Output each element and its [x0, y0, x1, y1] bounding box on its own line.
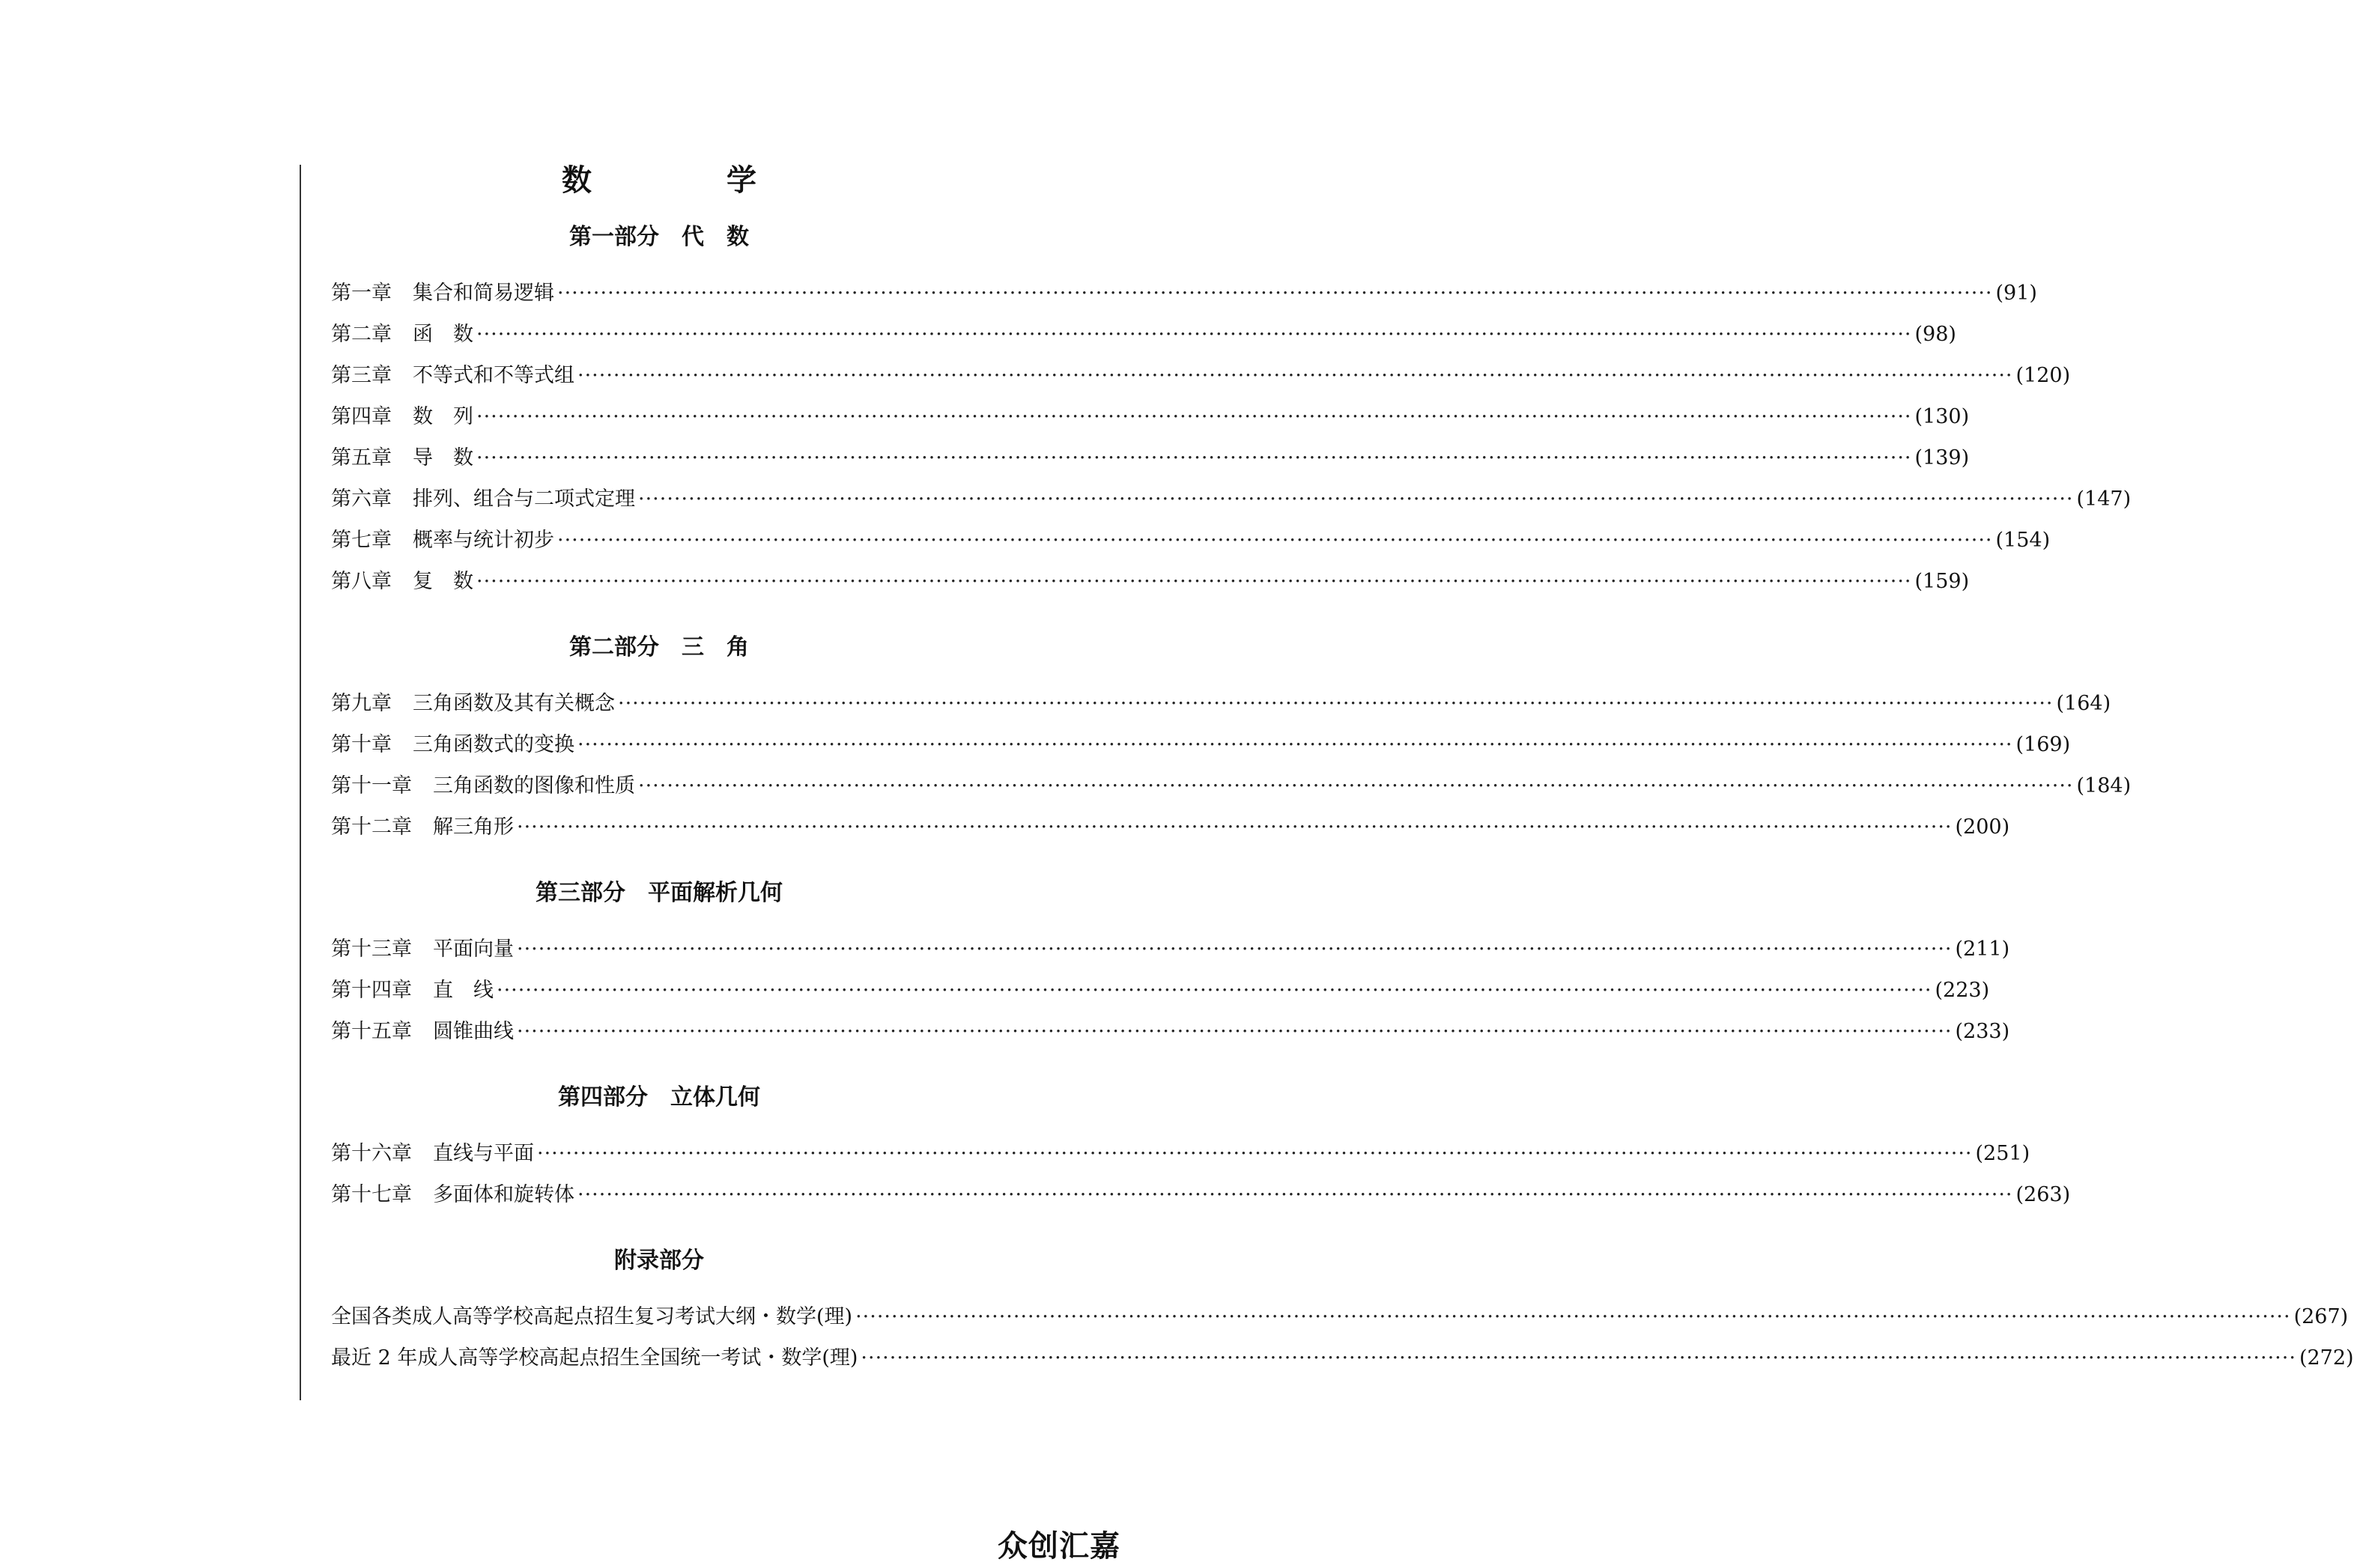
- toc-chapter-number: 第九章: [331, 692, 392, 715]
- toc-sections: [331, 219, 2354, 1379]
- toc-leader-dots: ········································································································································································································: [476, 405, 1912, 428]
- page-title: 数 学: [562, 163, 809, 198]
- section-heading: 第四部分 立体几何: [558, 1084, 760, 1110]
- toc-chapter-title: 多面体和旋转体: [433, 1183, 574, 1206]
- toc-page-number: (251): [1975, 1142, 2030, 1165]
- toc-chapter-title: 平面向量: [433, 938, 514, 961]
- toc-chapter-title: 排列、组合与二项式定理: [413, 487, 635, 511]
- toc-list: [331, 273, 2132, 602]
- toc-chapter-number: 第十四章: [331, 979, 412, 1002]
- toc-entry[interactable]: [331, 314, 1956, 355]
- toc-entry[interactable]: [331, 396, 1970, 437]
- toc-entry[interactable]: [331, 1296, 2349, 1337]
- section-heading: 第三部分 平面解析几何: [536, 880, 783, 906]
- toc-entry[interactable]: [331, 970, 1990, 1011]
- toc-page-number: (184): [2076, 774, 2132, 797]
- toc-entry[interactable]: [331, 724, 2071, 765]
- toc-entry[interactable]: [331, 437, 1970, 478]
- toc-chapter-title: 最近 2 年成人高等学校高起点招生全国统一考试・数学(理): [331, 1346, 858, 1370]
- toc-chapter-title: 直 线: [433, 979, 494, 1002]
- toc-chapter-title: 导 数: [413, 446, 473, 470]
- toc-chapter-number: 第二章: [331, 323, 392, 346]
- toc-chapter-title: 三角函数式的变换: [413, 733, 574, 756]
- toc-page-number: (130): [1914, 405, 1970, 428]
- toc-page-number: (159): [1914, 570, 1970, 593]
- toc-entry[interactable]: [331, 273, 2037, 314]
- toc-chapter-number: 第十五章: [331, 1020, 412, 1043]
- toc-list: [331, 1296, 2354, 1379]
- toc-chapter-title: 三角函数及其有关概念: [413, 692, 615, 715]
- toc-page-number: (263): [2015, 1183, 2071, 1206]
- margin-rule: [300, 165, 301, 1400]
- toc-leader-dots: ········································································································································································································: [517, 1020, 1953, 1043]
- toc-chapter-number: 第十三章: [331, 938, 412, 961]
- toc-entry[interactable]: [331, 806, 2010, 848]
- section-heading: 第一部分 代 数: [569, 224, 749, 250]
- toc-chapter-title: 函 数: [413, 323, 473, 346]
- table-of-contents: [331, 156, 2354, 1379]
- toc-list: [331, 929, 2010, 1052]
- toc-entry[interactable]: [331, 929, 2010, 970]
- toc-leader-dots: ········································································································································································································: [557, 529, 1993, 552]
- toc-page-number: (267): [2293, 1305, 2349, 1328]
- toc-leader-dots: ········································································································································································································: [855, 1305, 2291, 1328]
- toc-entry[interactable]: [331, 520, 2051, 561]
- toc-chapter-number: 第六章: [331, 487, 392, 511]
- toc-chapter-title: 全国各类成人高等学校高起点招生复习考试大纲・数学(理): [331, 1305, 853, 1328]
- toc-leader-dots: ········································································································································································································: [577, 1183, 2013, 1206]
- toc-leader-dots: ········································································································································································································: [577, 733, 2013, 756]
- toc-entry[interactable]: [331, 478, 2132, 520]
- toc-leader-dots: ········································································································································································································: [557, 282, 1993, 305]
- toc-page-number: (233): [1955, 1020, 2010, 1043]
- toc-chapter-title: 直线与平面: [433, 1142, 534, 1165]
- toc-chapter-number: 第七章: [331, 529, 392, 552]
- watermark-logo: 众创汇嘉: [998, 1529, 1120, 1564]
- toc-leader-dots: ········································································································································································································: [577, 364, 2013, 387]
- toc-chapter-number: 第八章: [331, 570, 392, 593]
- toc-leader-dots: ········································································································································································································: [618, 692, 2054, 715]
- toc-chapter-title: 三角函数的图像和性质: [433, 774, 635, 797]
- section-heading: 附录部分: [614, 1248, 704, 1274]
- toc-chapter-number: 第五章: [331, 446, 392, 470]
- toc-chapter-title: 不等式和不等式组: [413, 364, 574, 387]
- section-heading: 第二部分 三 角: [569, 634, 749, 660]
- toc-entry[interactable]: [331, 355, 2071, 396]
- toc-leader-dots: ········································································································································································································: [497, 979, 1932, 1002]
- toc-leader-dots: ········································································································································································································: [861, 1346, 2296, 1370]
- toc-page-number: (147): [2076, 487, 2132, 511]
- toc-leader-dots: ········································································································································································································: [638, 487, 2074, 511]
- toc-list: [331, 1133, 2071, 1215]
- toc-chapter-number: 第十章: [331, 733, 392, 756]
- toc-page-number: (91): [1995, 282, 2037, 305]
- toc-chapter-title: 集合和简易逻辑: [413, 282, 554, 305]
- toc-page-number: (139): [1914, 446, 1970, 470]
- toc-leader-dots: ········································································································································································································: [638, 774, 2074, 797]
- toc-page-number: (211): [1955, 938, 2010, 961]
- toc-page-number: (154): [1995, 529, 2051, 552]
- toc-leader-dots: ········································································································································································································: [476, 323, 1912, 346]
- toc-leader-dots: ········································································································································································································: [517, 938, 1953, 961]
- toc-leader-dots: ········································································································································································································: [517, 815, 1953, 839]
- toc-page-number: (164): [2056, 692, 2111, 715]
- toc-chapter-number: 第十一章: [331, 774, 412, 797]
- toc-chapter-number: 第三章: [331, 364, 392, 387]
- toc-chapter-title: 圆锥曲线: [433, 1020, 514, 1043]
- toc-entry[interactable]: [331, 683, 2111, 724]
- toc-list: [331, 683, 2132, 848]
- toc-chapter-number: 第十七章: [331, 1183, 412, 1206]
- toc-leader-dots: ········································································································································································································: [476, 446, 1912, 470]
- toc-entry[interactable]: [331, 1011, 2010, 1052]
- toc-leader-dots: ········································································································································································································: [476, 570, 1912, 593]
- toc-entry[interactable]: [331, 1174, 2071, 1215]
- toc-page-number: (169): [2015, 733, 2071, 756]
- toc-entry[interactable]: [331, 561, 1970, 602]
- toc-entry[interactable]: [331, 1133, 2030, 1174]
- toc-leader-dots: ········································································································································································································: [537, 1142, 1973, 1165]
- toc-page-number: (120): [2015, 364, 2071, 387]
- toc-chapter-number: 第四章: [331, 405, 392, 428]
- toc-entry[interactable]: [331, 765, 2132, 806]
- toc-chapter-title: 概率与统计初步: [413, 529, 554, 552]
- toc-chapter-number: 第一章: [331, 282, 392, 305]
- toc-chapter-title: 解三角形: [433, 815, 514, 839]
- toc-chapter-title: 数 列: [413, 405, 473, 428]
- toc-page-number: (223): [1935, 979, 1990, 1002]
- toc-chapter-number: 第十六章: [331, 1142, 412, 1165]
- toc-page-number: (200): [1955, 815, 2010, 839]
- toc-entry[interactable]: [331, 1337, 2354, 1379]
- toc-chapter-title: 复 数: [413, 570, 473, 593]
- toc-page-number: (272): [2299, 1346, 2354, 1370]
- toc-chapter-number: 第十二章: [331, 815, 412, 839]
- toc-page-number: (98): [1914, 323, 1956, 346]
